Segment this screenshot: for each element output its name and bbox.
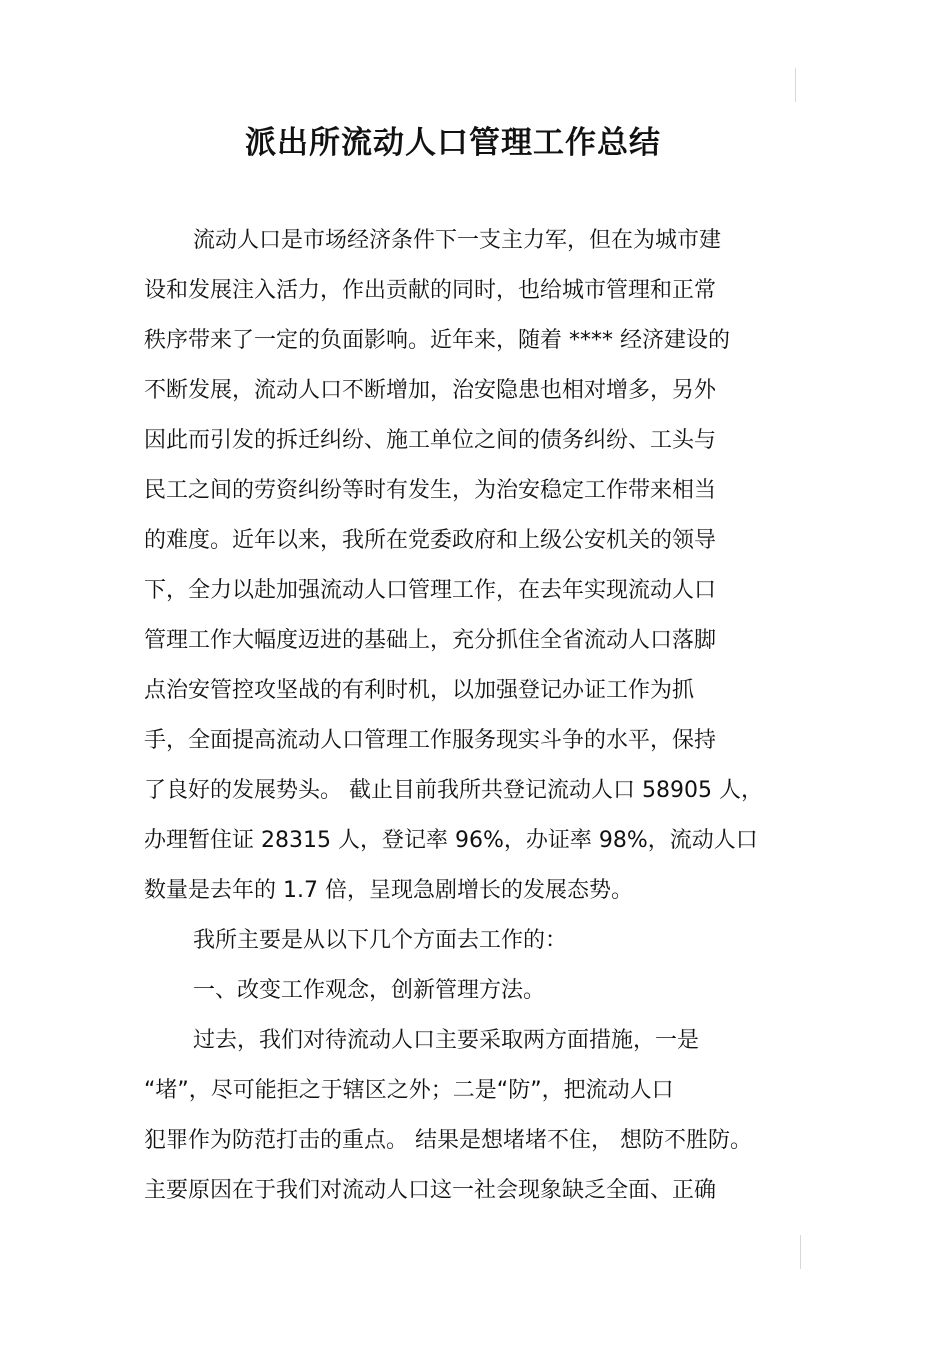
paragraph-line: 我所主要是从以下几个方面去工作的： (193, 928, 568, 953)
document-title: 派出所流动人口管理工作总结 (245, 125, 661, 161)
bottom-right-corner-mark (800, 1235, 801, 1269)
paragraph-line: 设和发展注入活力，作出贡献的同时，也给城市管理和正常 (144, 278, 717, 303)
paragraph-line: 秩序带来了一定的负面影响。近年来，随着 **** 经济建设的 (144, 328, 730, 353)
paragraph-line: 办理暂住证 28315 人，登记率 96%，办证率 98%，流动人口 (144, 828, 758, 853)
paragraph-line: 不断发展，流动人口不断增加，治安隐患也相对增多，另外 (144, 378, 717, 403)
paragraph-line: 手，全面提高流动人口管理工作服务现实斗争的水平，保持 (144, 728, 717, 753)
paragraph-line: 的难度。近年以来，我所在党委政府和上级公安机关的领导 (144, 528, 717, 553)
top-right-corner-mark (795, 68, 796, 102)
paragraph-line: 犯罪作为防范打击的重点。 结果是想堵堵不住， 想防不胜防。 (144, 1128, 752, 1153)
paragraph-line: 管理工作大幅度迈进的基础上，充分抓住全省流动人口落脚 (144, 628, 717, 653)
paragraph-line: 了良好的发展势头。 截止目前我所共登记流动人口 58905 人， (144, 778, 763, 803)
paragraph-line: 民工之间的劳资纠纷等时有发生，为治安稳定工作带来相当 (144, 478, 717, 503)
paragraph-line: 因此而引发的拆迁纠纷、施工单位之间的债务纠纷、工头与 (144, 428, 717, 453)
paragraph-line: 点治安管控攻坚战的有利时机，以加强登记办证工作为抓 (144, 678, 695, 703)
paragraph-line: “堵”，尽可能拒之于辖区之外；二是“防”，把流动人口 (144, 1078, 674, 1103)
paragraph-line: 数量是去年的 1.7 倍，呈现急剧增长的发展态势。 (144, 878, 633, 903)
paragraph-line: 下，全力以赴加强流动人口管理工作，在去年实现流动人口 (144, 578, 717, 603)
section-heading: 一、改变工作观念，创新管理方法。 (193, 978, 546, 1003)
paragraph-line: 过去，我们对待流动人口主要采取两方面措施，一是 (193, 1028, 700, 1053)
paragraph-line: 流动人口是市场经济条件下一支主力军，但在为城市建 (193, 228, 722, 253)
paragraph-line: 主要原因在于我们对流动人口这一社会现象缺乏全面、正确 (144, 1178, 717, 1203)
